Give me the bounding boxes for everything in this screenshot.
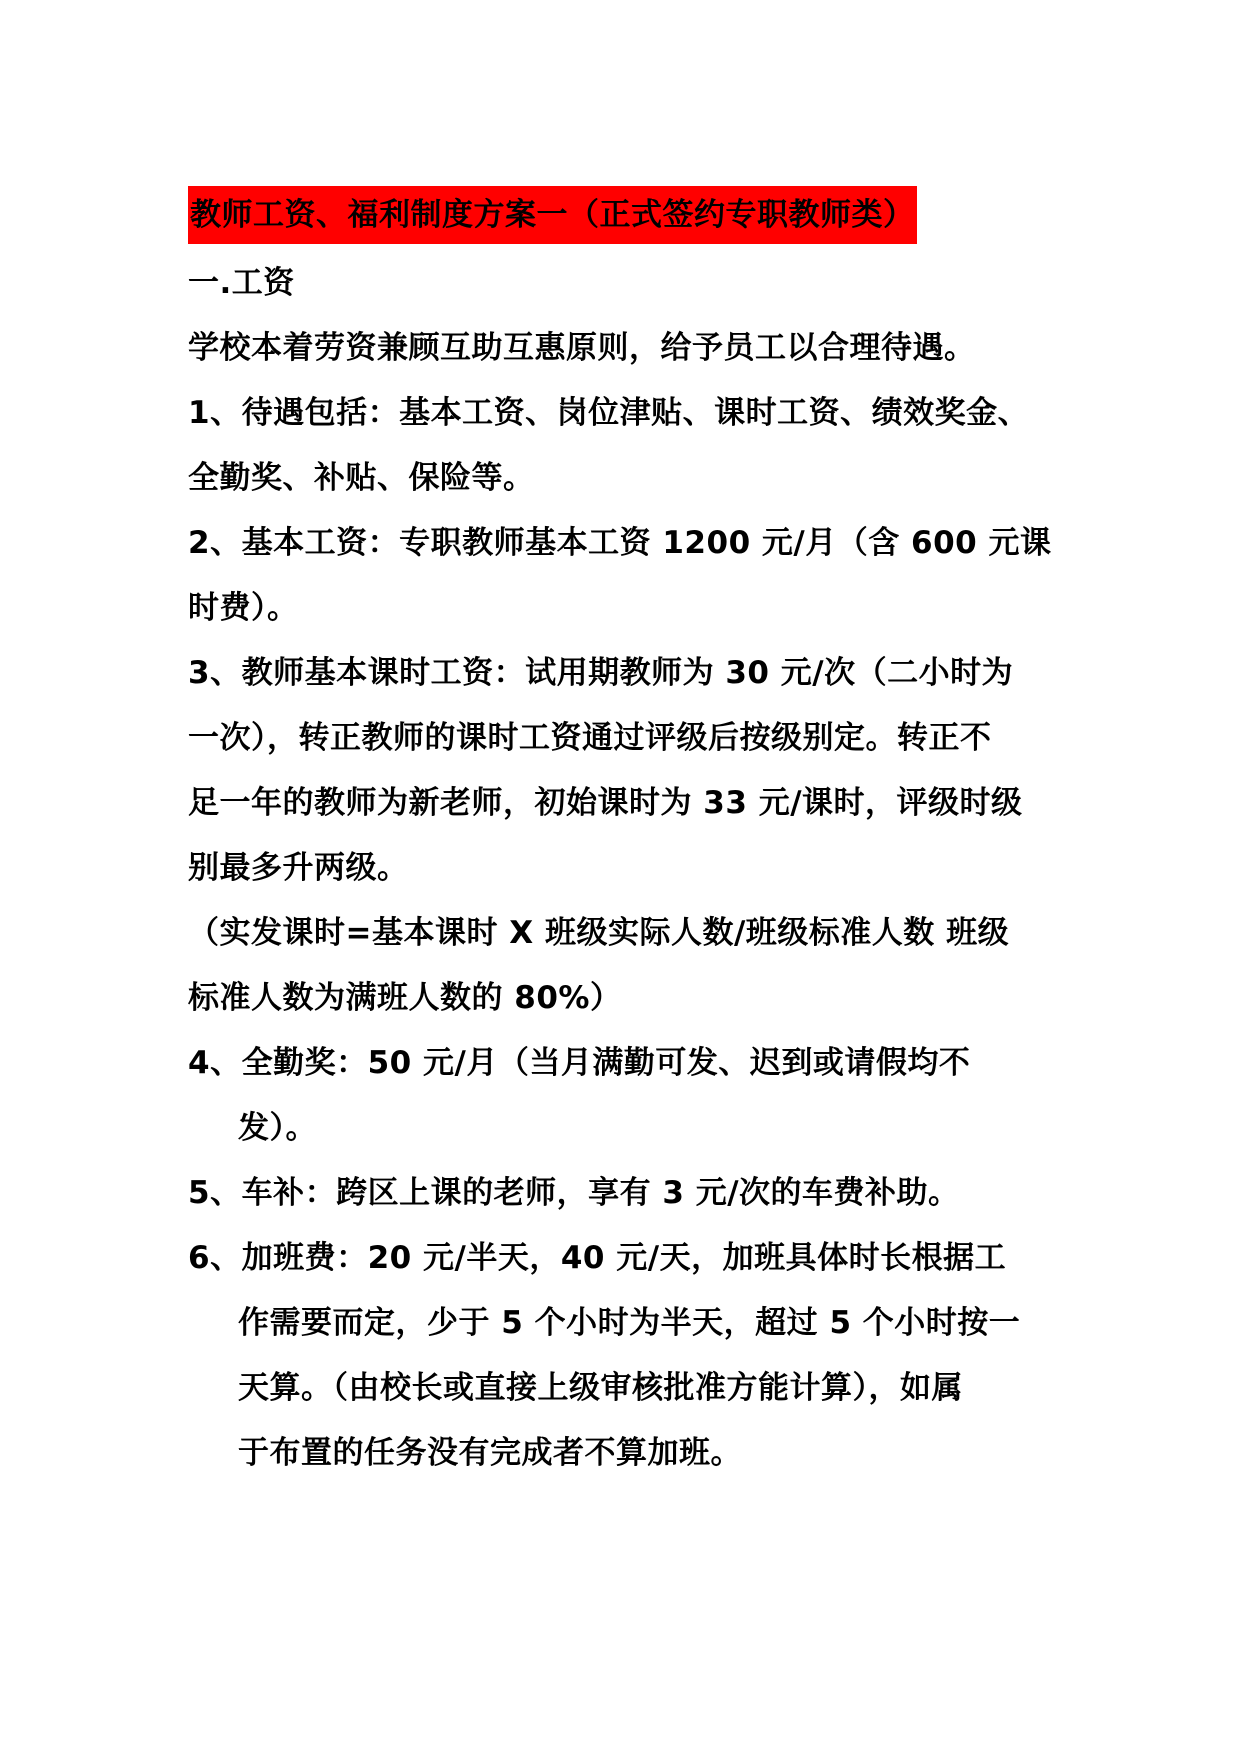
item-3-line-2: 一次），转正教师的课时工资通过评级后按级别定。转正不 (188, 720, 992, 756)
document-body (188, 186, 1058, 1486)
item-4-line-2: 发）。 (238, 1110, 317, 1146)
item-4-line-1: 4、全勤奖：50 元/月（当月满勤可发、迟到或请假均不 (188, 1045, 971, 1081)
item-6-line-1: 6、加班费：20 元/半天，40 元/天，加班具体时长根据工 (188, 1240, 1007, 1276)
item-3-line-1: 3、教师基本课时工资：试用期教师为 30 元/次（二小时为 (188, 655, 1014, 691)
section-heading: 一.工资 (188, 265, 295, 301)
item-6-line-2: 作需要而定，少于 5 个小时为半天，超过 5 个小时按一 (238, 1305, 1021, 1341)
formula-line-1: （实发课时=基本课时 X 班级实际人数/班级标准人数 班级 (188, 915, 1010, 951)
item-6-line-3: 天算。（由校长或直接上级审核批准方能计算），如属 (238, 1370, 963, 1406)
paragraph-intro: 学校本着劳资兼顾互助互惠原则，给予员工以合理待遇。 (188, 330, 976, 366)
title-row (188, 186, 1058, 251)
item-1-line-1: 1、待遇包括：基本工资、岗位津贴、课时工资、绩效奖金、 (188, 395, 1030, 431)
item-5-line-1: 5、车补：跨区上课的老师，享有 3 元/次的车费补助。 (188, 1175, 960, 1211)
item-1-line-2: 全勤奖、补贴、保险等。 (188, 460, 535, 496)
item-2-line-1: 2、基本工资：专职教师基本工资 1200 元/月（含 600 元课 (188, 525, 1052, 561)
document-title: 教师工资、福利制度方案一（正式签约专职教师类） (188, 186, 917, 244)
formula-line-2: 标准人数为满班人数的 80%） (188, 980, 622, 1016)
item-3-line-4: 别最多升两级。 (188, 850, 409, 886)
item-3-line-3: 足一年的教师为新老师，初始课时为 33 元/课时，评级时级 (188, 785, 1023, 821)
item-6-line-4: 于布置的任务没有完成者不算加班。 (238, 1435, 742, 1471)
item-2-line-2: 时费）。 (188, 590, 299, 626)
